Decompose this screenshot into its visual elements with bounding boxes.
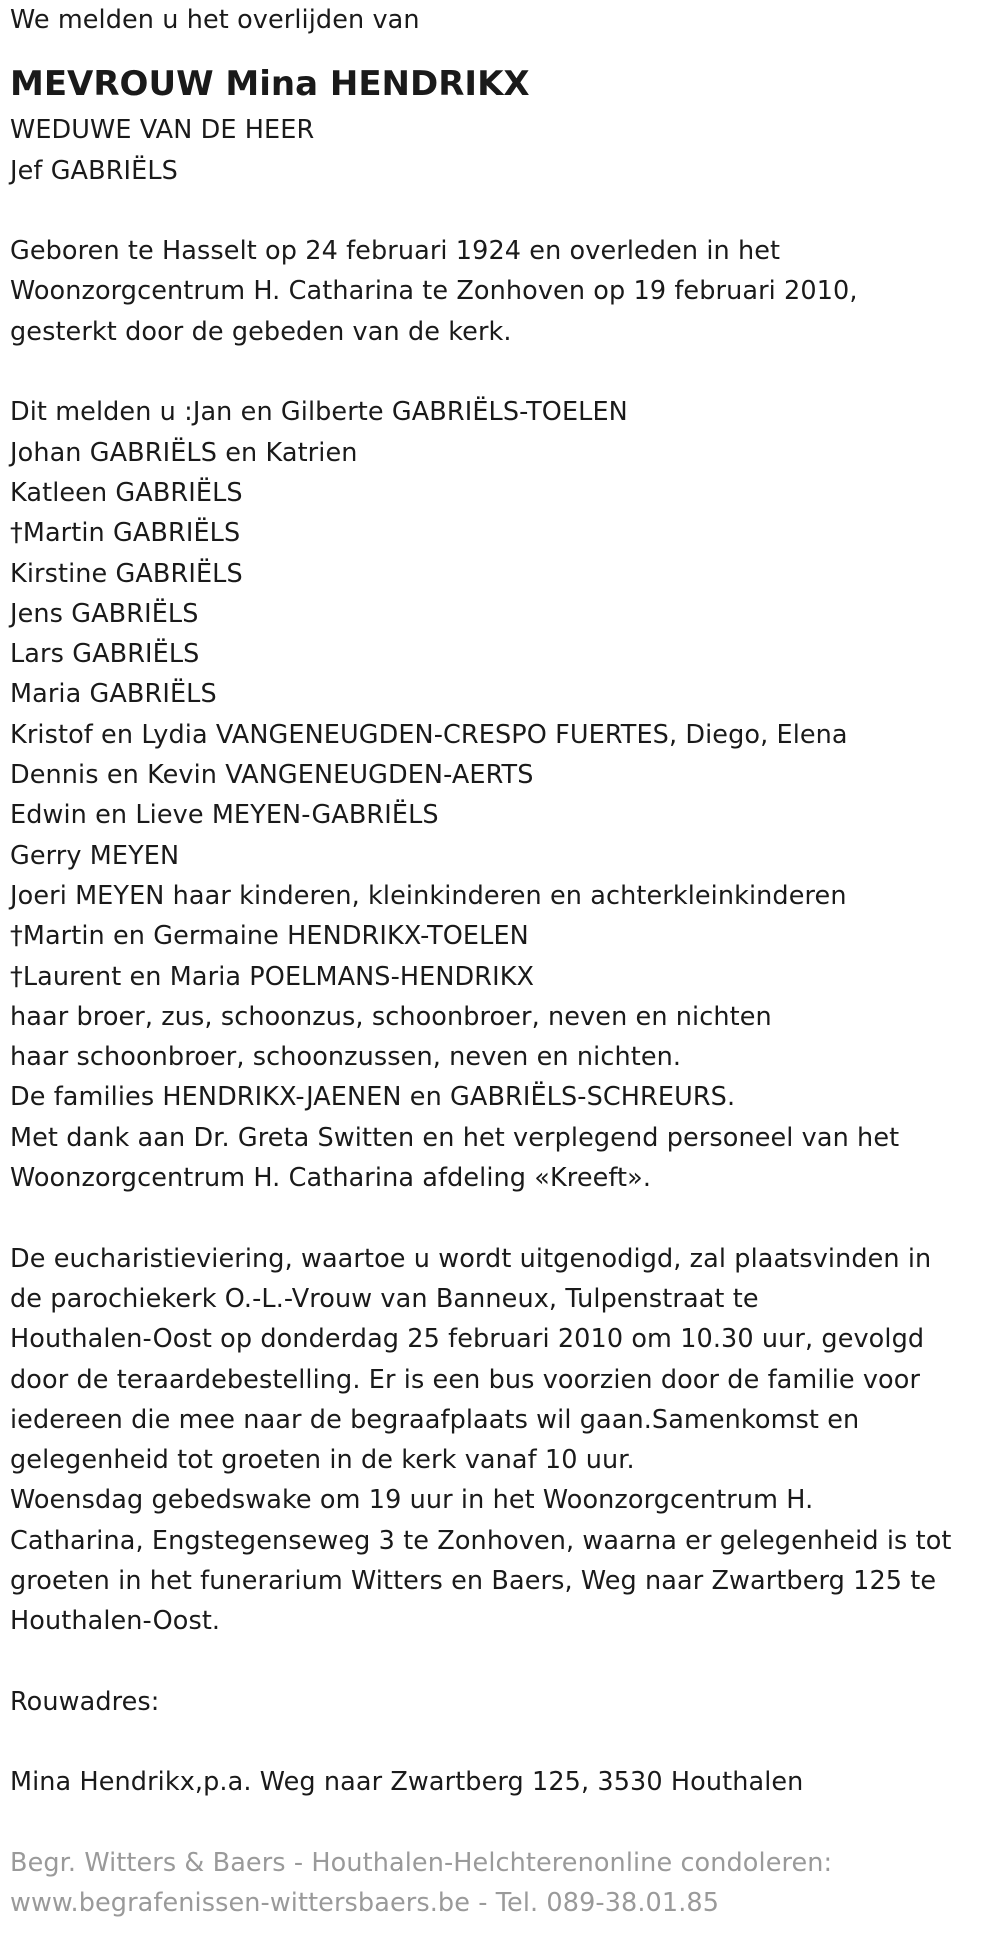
footer <box>10 1843 995 1924</box>
family-line: Jens GABRIËLS <box>10 598 199 629</box>
family-line: Kristof en Lydia VANGENEUGDEN-CRESPO FUERTES, Diego, Elena <box>10 719 848 750</box>
ceremony-line: groeten in het funerarium Witters en Baers, Weg naar Zwartberg 125 te <box>10 1565 937 1596</box>
birth-death-line: Woonzorgcentrum H. Catharina te Zonhoven op 19 februari 2010, <box>10 276 858 307</box>
family-line: haar schoonbroer, schoonzussen, neven en nichten. <box>10 1042 682 1073</box>
deceased-name: MEVROUW Mina HENDRIKX <box>10 64 530 105</box>
intro-text: We melden u het overlijden van <box>10 5 420 35</box>
ceremony-line: iedereen die mee naar de begraafplaats wil gaan.Samenkomst en <box>10 1404 860 1435</box>
family-line: Kirstine GABRIËLS <box>10 558 243 589</box>
ceremony-line: De eucharistieviering, waartoe u wordt uitgenodigd, zal plaatsvinden in <box>10 1243 932 1274</box>
ceremony-line: Houthalen-Oost op donderdag 25 februari 2010 om 10.30 uur, gevolgd <box>10 1324 925 1355</box>
family-line: †Laurent en Maria POELMANS-HENDRIKX <box>10 961 535 992</box>
birth-death-line: Geboren te Hasselt op 24 februari 1924 en overleden in het <box>10 236 781 267</box>
family-list <box>10 392 995 1198</box>
birth-death-line: gesterkt door de gebeden van de kerk. <box>10 316 512 347</box>
spacer <box>10 1722 995 1762</box>
family-line: Katleen GABRIËLS <box>10 477 243 508</box>
footer-line: Begr. Witters & Baers - Houthalen-Helchterenonline condoleren: <box>10 1848 833 1879</box>
spacer <box>10 1642 995 1682</box>
obituary-notice <box>10 0 995 1924</box>
ceremony-line: de parochiekerk O.-L.-Vrouw van Banneux, Tulpenstraat te <box>10 1283 759 1314</box>
mourning-address: Mina Hendrikx,p.a. Weg naar Zwartberg 125, 3530 Houthalen <box>10 1767 804 1798</box>
ceremony-line: gelegenheid tot groeten in de kerk vanaf 10 uur. <box>10 1445 635 1476</box>
spouse-name: Jef GABRIËLS <box>10 155 178 186</box>
family-line: Gerry MEYEN <box>10 840 180 871</box>
family-line: haar broer, zus, schoonzus, schoonbroer, neven en nichten <box>10 1001 772 1032</box>
footer-line: www.begrafenissen-wittersbaers.be - Tel. 089-38.01.85 <box>10 1888 720 1919</box>
birth-death-paragraph <box>10 231 995 352</box>
ceremony-line: Woensdag gebedswake om 19 uur in het Woonzorgcentrum H. <box>10 1485 814 1516</box>
spacer <box>10 1198 995 1238</box>
family-line: De families HENDRIKX-JAENEN en GABRIËLS-SCHREURS. <box>10 1082 736 1113</box>
family-line: Johan GABRIËLS en Katrien <box>10 437 358 468</box>
spouse-title: WEDUWE VAN DE HEER <box>10 115 315 146</box>
family-line: Dit melden u :Jan en Gilberte GABRIËLS-TOELEN <box>10 397 628 428</box>
family-line: †Martin en Germaine HENDRIKX-TOELEN <box>10 921 529 952</box>
family-line: Dennis en Kevin VANGENEUGDEN-AERTS <box>10 760 534 791</box>
address-label: Rouwadres: <box>10 1686 160 1717</box>
spacer <box>10 352 995 392</box>
family-line: Edwin en Lieve MEYEN-GABRIËLS <box>10 800 439 831</box>
family-line: Lars GABRIËLS <box>10 639 200 670</box>
ceremony-line: Houthalen-Oost. <box>10 1606 221 1637</box>
ceremony-paragraph <box>10 1239 995 1642</box>
family-line: Joeri MEYEN haar kinderen, kleinkinderen en achterkleinkinderen <box>10 880 847 911</box>
family-line: Maria GABRIËLS <box>10 679 217 710</box>
spacer <box>10 191 995 231</box>
family-line: Woonzorgcentrum H. Catharina afdeling «Kreeft». <box>10 1163 652 1194</box>
family-line: †Martin GABRIËLS <box>10 518 241 549</box>
ceremony-line: Catharina, Engstegenseweg 3 te Zonhoven, waarna er gelegenheid is tot <box>10 1525 952 1556</box>
spacer <box>10 1803 995 1843</box>
ceremony-line: door de teraardebestelling. Er is een bus voorzien door de familie voor <box>10 1364 921 1395</box>
family-line: Met dank aan Dr. Greta Switten en het verplegend personeel van het <box>10 1122 900 1153</box>
